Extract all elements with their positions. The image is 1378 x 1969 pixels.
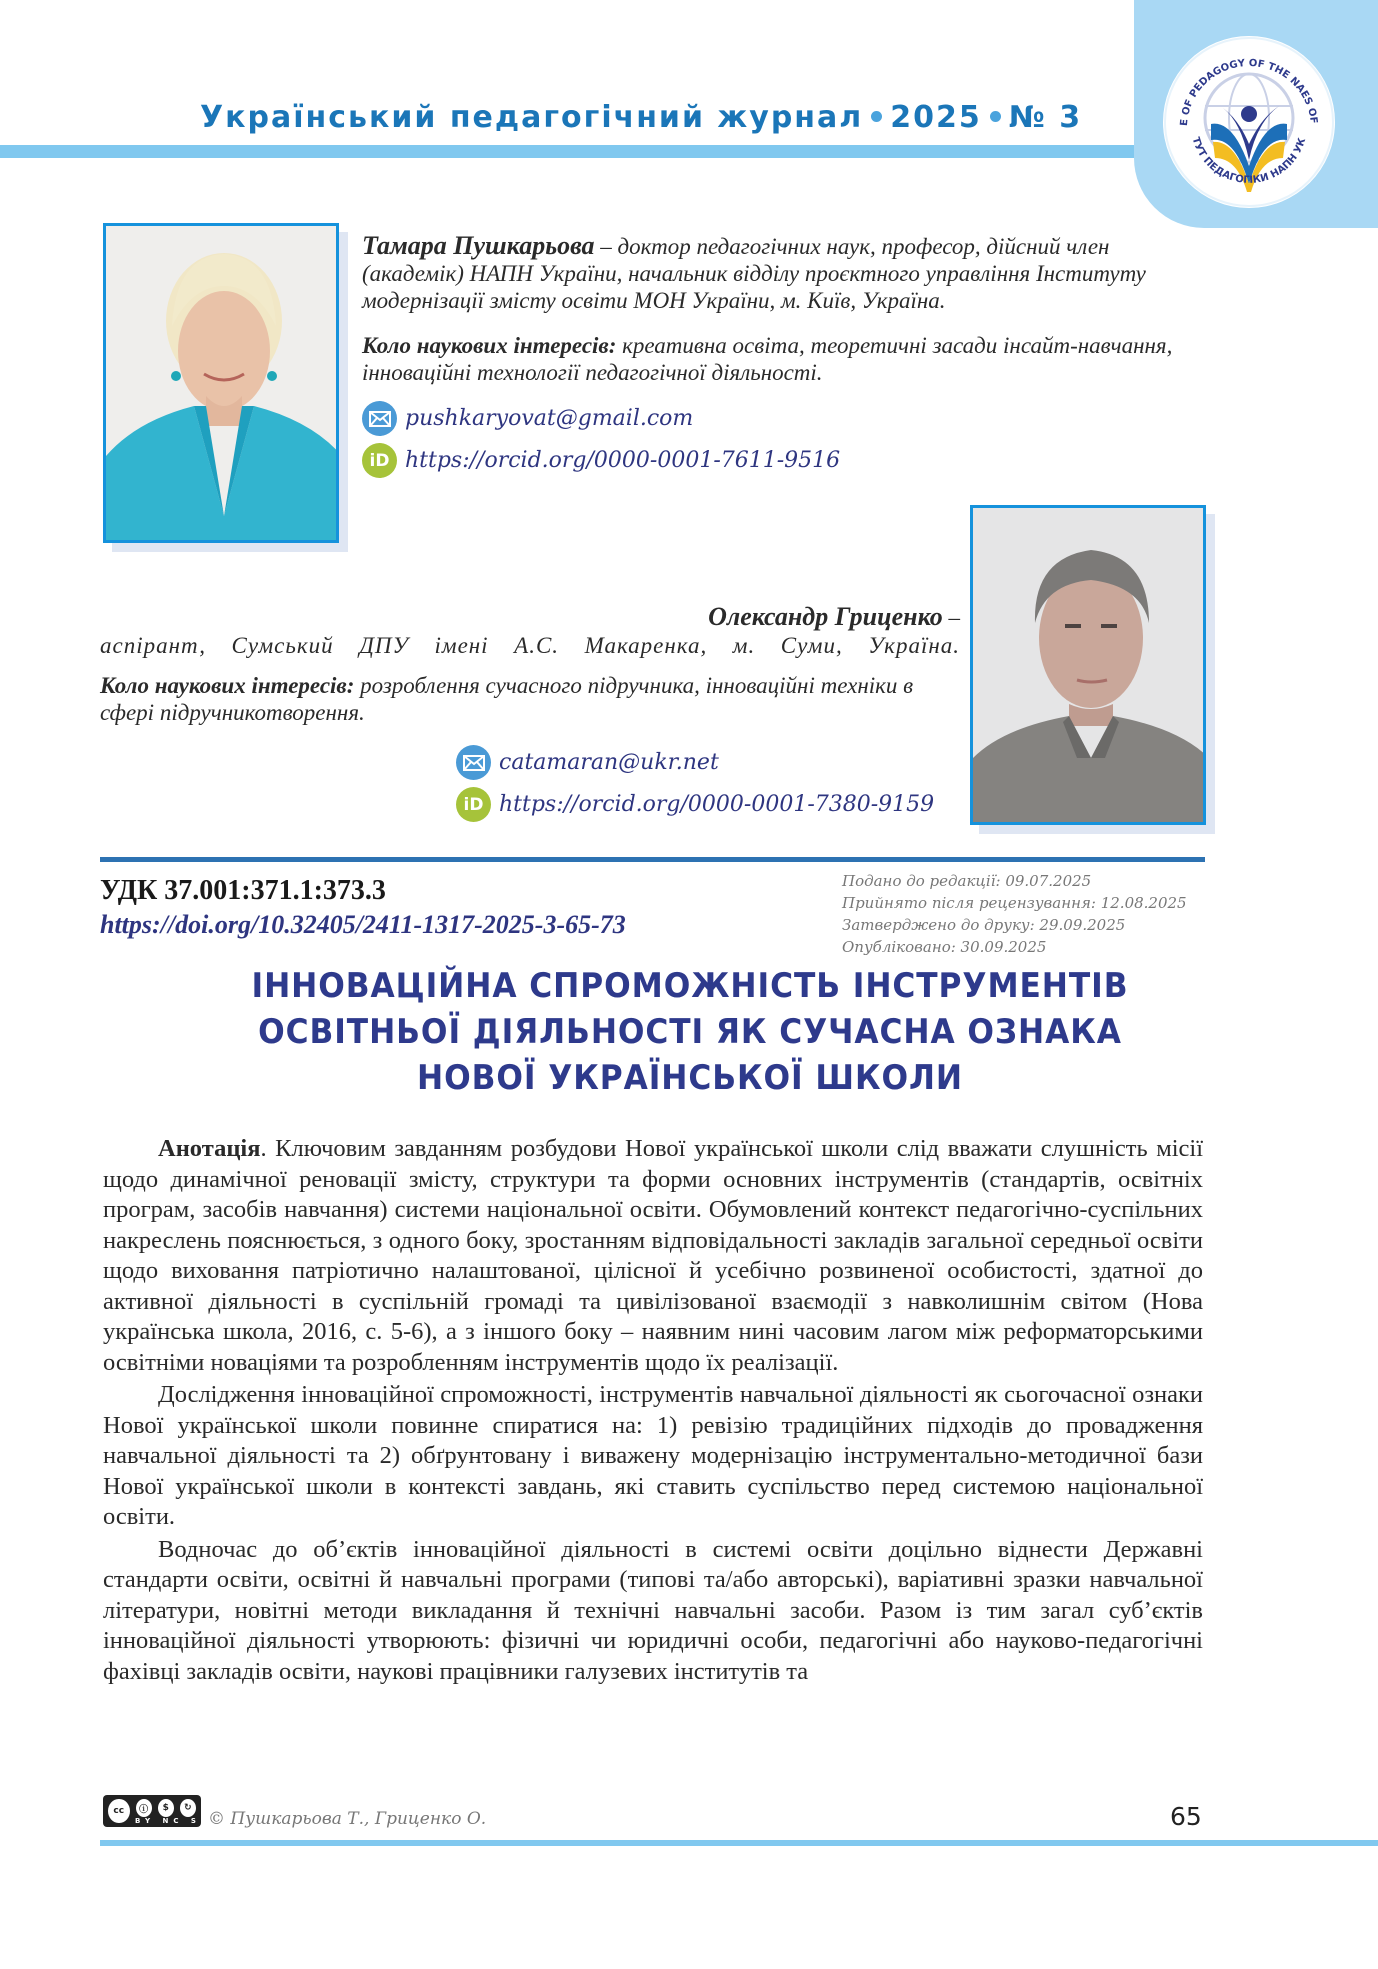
abstract-paragraph <box>103 1134 1203 1378</box>
interests-label: Коло наукових інтересів: <box>100 673 355 698</box>
author-1-description: доктор педагогічних наук, професор, дійсний член (академік) НАПН України, начальник відділу проєктного управління Інституту модернізації змісту освіти МОН України, м. Київ, Україна. <box>362 234 1146 313</box>
journal-year: 2025 <box>890 100 982 135</box>
author-2-name: Олександр Гриценко <box>708 602 943 631</box>
author-2-email[interactable] <box>456 745 719 780</box>
nc-icon: $ <box>156 1797 176 1819</box>
title-line: ОСВІТНЬОЇ ДІЯЛЬНОСТІ ЯК СУЧАСНА ОЗНАКА <box>258 1012 1122 1052</box>
date-published: Опубліковано: 30.09.2025 <box>842 938 1047 956</box>
page-number: 65 <box>1170 1802 1202 1831</box>
portrait-woman-icon <box>106 226 339 543</box>
author-2-interests <box>100 672 960 726</box>
author-2-bio: аспірант, Сумський ДПУ імені А.С. Макаренка, м. Суми, Україна. <box>100 633 960 658</box>
copyright: © Пушкарьова Т., Гриценко О. <box>208 1809 487 1829</box>
email-link[interactable]: catamaran@ukr.net <box>499 750 719 775</box>
abstract-paragraph: Водночас до об’єктів інноваційної діяльності в системі освіти доцільно віднести Державні стандарти освіти, освітні й навчальні програми (типові та/або авторські), варіативні зразки навчальної літератури, новітні методи викладання й технічні навчальні засоби. Разом із тим загал суб’єктів інноваційної діяльності утворюють: фізичні чи юридичні особи, педагогічні або науково-педагогічні фахівці закладів освіти, наукові працівники галузевих інститутів та <box>103 1535 1203 1685</box>
svg-text:INSTITUTE OF PEDAGOGY OF THE N: E OF PEDAGOGY OF THE NAES OF <box>1178 57 1319 127</box>
abstract-text: . Ключовим завданням розбудови Нової української школи слід вважати слушність місії щодо динамічної реновації змісту, структури та форми основних інструментів (стандартів, освітніх програм, засобів навчання) системи національної освіти. Обумовлений контекст педагогічно-суспільних накреслень пояснюється, з одного боку, зростанням відповідальності закладів загальної середньої освіти щодо виховання патріотично налаштованої, цілісної й усебічно розвиненої особистості, здатної до активної діяльності в суспільній громаді та цивілізованої взаємодії з навколишнім світом (Нова українська школа, 2016, с. 5-6), а з іншого боку – наявним нині часовим лагом між реформаторськими освітніми новаціями та розробленням інструментів щодо їх реалізації. <box>103 1135 1203 1376</box>
svg-text:ІНСТИТУТ ПЕДАГОГІКИ НАПН УКРАЇ: ТУТ ПЕДАГОГІКИ НАПН УК <box>1189 136 1309 186</box>
dash: – <box>948 605 960 630</box>
journal-name: Український педагогічний журнал <box>200 100 864 135</box>
footer-bar <box>100 1840 1378 1846</box>
orcid-icon: iD <box>456 787 491 822</box>
institute-logo-icon <box>1163 36 1335 208</box>
author-1-email[interactable] <box>362 401 693 436</box>
author-1-name: Тамара Пушкарьова <box>362 231 595 260</box>
title-line: ІННОВАЦІЙНА СПРОМОЖНІСТЬ ІНСТРУМЕНТІВ <box>251 966 1129 1006</box>
interests-label: Коло наукових інтересів: <box>362 333 617 358</box>
orcid-icon: iD <box>362 443 397 478</box>
author-photo-man <box>970 505 1206 825</box>
journal-issue: № 3 <box>1008 100 1083 135</box>
article-title <box>193 963 1187 1101</box>
by-icon: ⓘ <box>134 1797 154 1819</box>
institute-logo-svg <box>1163 36 1335 208</box>
interests-text: розроблення сучасного підручника, інноваційні техніки в сфері підручникотворення. <box>100 673 914 725</box>
section-divider <box>100 857 1205 862</box>
sa-icon: ↻ <box>178 1797 198 1819</box>
author-1-bio <box>362 232 1197 314</box>
abstract-label: Анотація <box>158 1135 261 1162</box>
dash: – <box>600 234 612 259</box>
email-icon <box>362 401 397 436</box>
header-bar <box>0 145 1134 158</box>
author-1-orcid[interactable] <box>362 443 840 478</box>
publication-dates <box>842 870 1187 958</box>
author-2-heading <box>600 603 960 631</box>
license-labels: BY NC SA <box>135 1817 212 1825</box>
orcid-link[interactable]: https://orcid.org/0000-0001-7611-9516 <box>405 448 841 473</box>
email-icon <box>456 745 491 780</box>
author-2-orcid[interactable] <box>456 787 934 822</box>
journal-header <box>200 100 1082 135</box>
abstract-paragraph: Дослідження інноваційної спроможності, інструментів навчальної діяльності як сьогочасної ознаки Нової української школи повинне спиратися на: 1) ревізію традиційних підходів до провадження навчальної діяльності та 2) обґрунтовану і виважену модернізацію інструментально-методичної бази Нової української школи в контексті завдань, які ставить суспільство перед системою національної освіти. <box>103 1381 1203 1530</box>
date-approved: Затверджено до друку: 29.09.2025 <box>842 916 1126 934</box>
date-submitted: Подано до редакції: 09.07.2025 <box>842 872 1092 890</box>
abstract <box>103 1134 1203 1689</box>
bullet-icon <box>871 111 882 122</box>
doi-link[interactable]: https://doi.org/10.32405/2411-1317-2025-3-65-73 <box>100 910 626 939</box>
author-1-interests <box>362 332 1197 386</box>
author-photo-woman <box>103 223 339 543</box>
date-accepted: Прийнято після рецензування: 12.08.2025 <box>842 894 1187 912</box>
interests-text: креативна освіта, теоретичні засади інсайт-навчання, інноваційні технології педагогічної діяльності. <box>362 333 1173 385</box>
bullet-icon <box>990 111 1001 122</box>
orcid-link[interactable]: https://orcid.org/0000-0001-7380-9159 <box>499 792 935 817</box>
udc-code: УДК 37.001:371.1:373.3 <box>100 875 386 906</box>
portrait-man-icon <box>973 508 1206 825</box>
email-link[interactable]: pushkaryovat@gmail.com <box>405 406 694 431</box>
title-line: НОВОЇ УКРАЇНСЬКОЇ ШКОЛИ <box>417 1058 963 1098</box>
cc-icon: cc <box>106 1797 132 1825</box>
